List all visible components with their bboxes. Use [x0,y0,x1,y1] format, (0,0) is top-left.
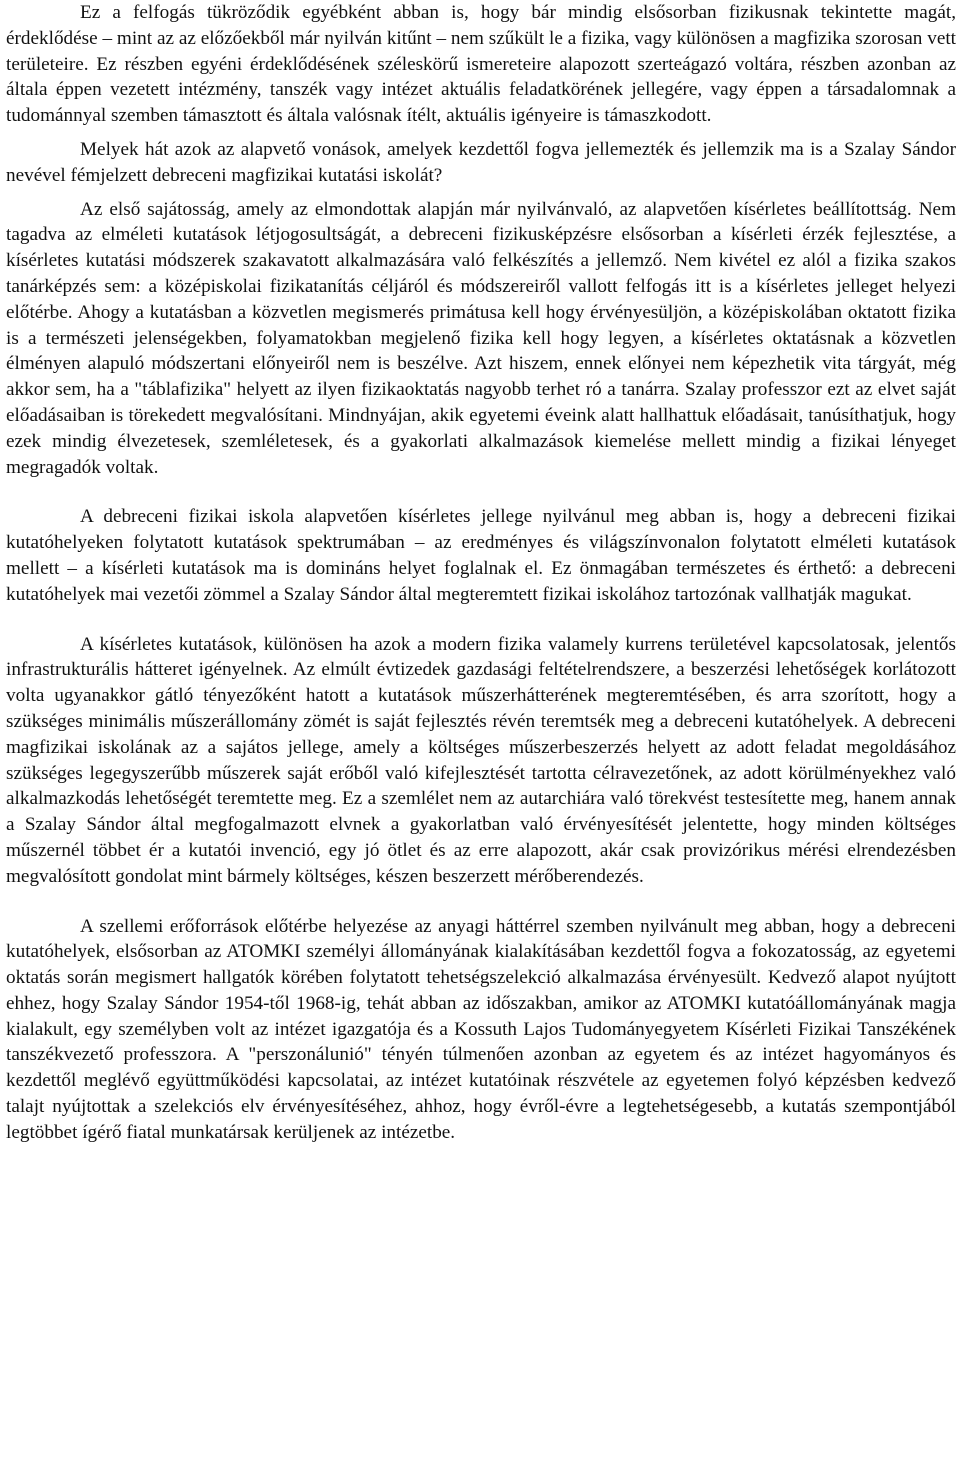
paragraph-6: A szellemi erőforrások előtérbe helyezése az anyagi háttérrel szemben nyilvánult meg abban, hogy a debreceni kutatóhelyek, elsősorban az ATOMKI személyi állományának kialakításában kezdettől fogva a fokozatosság, az egyetemi oktatás során megismert hallgatók körében folytatott tehetségszelekció alkalmazása érvényesült. Kedvező alapot nyújtott ehhez, hogy Szalay Sándor 1954-től 1968-ig, tehát abban az időszakban, amikor az ATOMKI kutatóállományának magja kialakult, egy személyben volt az intézet igazgatója és a Kossuth Lajos Tudományegyetem Kísérleti Fizikai Tanszékének tanszékvezető professzora. A "perszonálunió" tényén túlmenően azonban az egyetem és az intézet hagyományos és kezdettől meglévő együttműködési kapcsolatai, az intézet kutatóinak részvétele az egyetemen folyó képzésben kedvező talajt nyújtottak a szelekciós elv érvényesítéséhez, ahhoz, hogy évről-évre a legtehetségesebb, a kutatás szempontjából legtöbbet ígérő fiatal munkatársak kerüljenek az intézetbe. [6,915,956,1143]
paragraph-4: A debreceni fizikai iskola alapvetően kísérletes jellege nyilvánul meg abban is, hogy a debreceni fizikai kutatóhelyeken folytatott kutatások spektrumában – az eredményes és világszínvonalon folytatott elméleti kutatások mellett – a kísérleti kutatások ma is domináns helyet foglalnak el. Ez önmagában természetes és érthető: a debreceni kutatóhelyek mai vezetői zömmel a Szalay Sándor által megteremtett fizikai iskolához tartozónak vallhatják magukat. [6,506,956,605]
paragraph-3: Az első sajátosság, amely az elmondottak alapján már nyilvánvaló, az alapvetően kísérletes beállítottság. Nem tagadva az elméleti kutatások létjogosultságát, a debreceni fizikusképzésre elsősorban a kísérleti érzék fejlesztése, a kísérletes kutatási módszerek szakavatott alkalmazására való felkészítés a jellemző. Nem kivétel ez alól a fizika szakos tanárképzés sem: a középiskolai fizikatanítás céljáról és módszereiről vallott felfogás itt is a kísérletes jelleget helyezi előtérbe. Ahogy a kutatásban a közvetlen megismerés primátusa kell hogy érvényesüljön, a középiskolában oktatott fizika is a természeti jelenségekben, folyamatokban megjelenő fizika kell hogy legyen, a kísérletes oktatásnak a közvetlen élményen alapuló módszertani előnyeiről nem is beszélve. Azt hiszem, ennek előnyei nem képezhetik vita tárgyát, még akkor sem, ha a "táblafizika" helyett az ilyen fizikaoktatás nagyobb terhet ró a tanárra. Szalay professzor ezt az elvet saját előadásaiban is törekedett megvalósítani. Mindnyájan, akik egyetemi éveink alatt hallhattuk előadásait, tanúsíthatjuk, hogy ezek mindig élvezetesek, szemléletesek, és a gyakorlati alkalmazások kiemelése mellett mindig a fizikai lényeget megragadók voltak. [6,198,956,478]
paragraph-1: Ez a felfogás tükröződik egyébként abban is, hogy bár mindig elsősorban fizikusnak tekintette magát, érdeklődése – mint az az előzőekből már nyilván kitűnt – nem szűkült le a fizika, vagy különösen a magfizika szorosan vett területeire. Ez részben egyéni érdeklődésének széleskörű ismereteire alapozott szerteágazó voltára, részben azonban az általa éppen vezetett intézmény, tanszék vagy intézet aktuális feladatkörének jellegére, vagy éppen a társadalomnak a tudománnyal szemben támasztott és általa valósnak ítélt, aktuális igényeire is támaszkodott. [6,2,956,127]
paragraph-2: Melyek hát azok az alapvető vonások, amelyek kezdettől fogva jellemezték és jellemzik ma is a Szalay Sándor nevével fémjelzett debreceni magfizikai kutatási iskolát? [6,138,956,186]
paragraph-5: A kísérletes kutatások, különösen ha azok a modern fizika valamely kurrens területével kapcsolatosak, jelentős infrastrukturális hátteret igényelnek. Az elmúlt évtizedek gazdasági feltételrendszere, a beszerzési lehetőségek korlátozott volta ugyanakkor gátló tényezőként hatott a kutatások műszerhátterének megteremtésében, és arra szorított, hogy a szükséges minimális műszerállomány zömét is saját fejlesztés révén teremtsék meg a debreceni kutatóhelyek. A debreceni magfizikai iskolának az a sajátos jellege, amely a költséges műszerbeszerzés helyett az adott feladat megoldásához szükséges legegyszerűbb műszerek saját erőből való kifejlesztését tartotta célravezetőnek, az adott körülményekhez való alkalmazkodás lehetőségét teremtette meg. Ez a szemlélet nem az autarchiára való törekvést testesítette meg, hanem annak a Szalay Sándor által megfogalmazott elvnek a gyakorlatban való érvényesítését jelentette, hogy minden költséges műszernél többet ér a kutatói invenció, egy jó ötlet és az erre alapozott, akár csak provizórikus mérési elrendezésben megvalósított gondolat mint bármely költséges, készen beszerzett mérőberendezés. [6,633,956,887]
